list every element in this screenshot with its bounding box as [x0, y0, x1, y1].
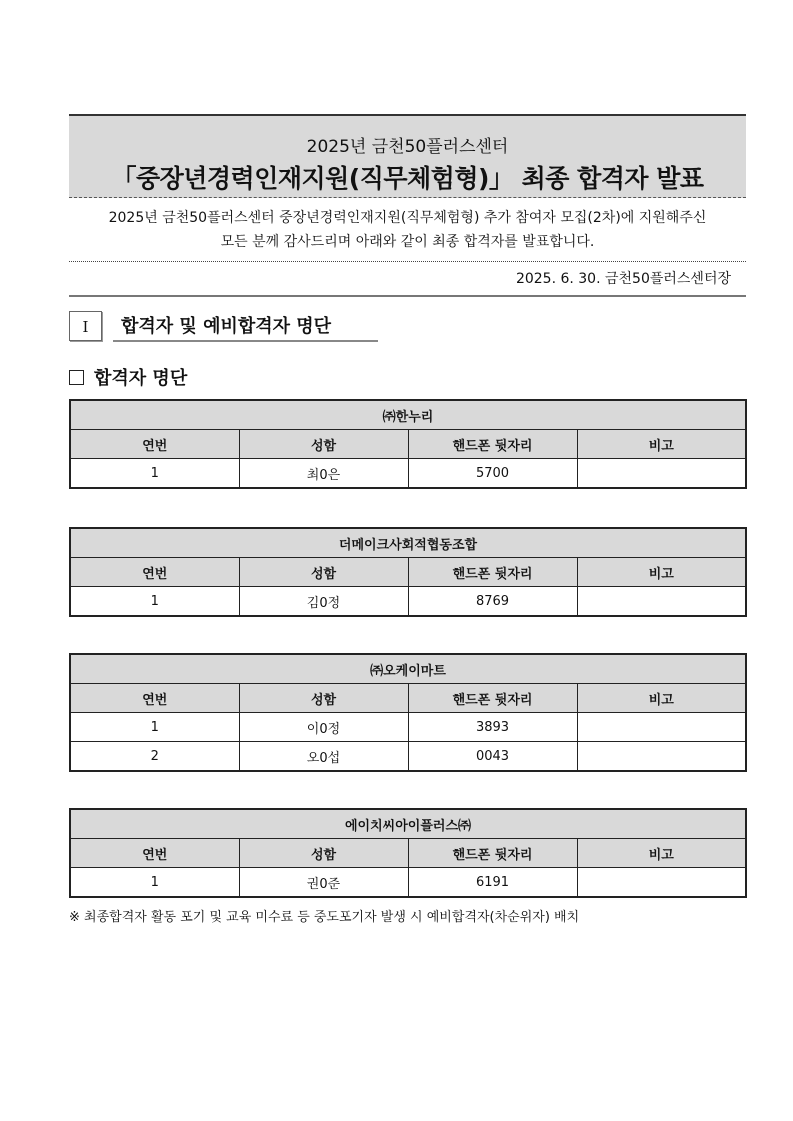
date-signature: 2025. 6. 30. 금천50플러스센터장	[515, 271, 731, 287]
header-no: 연번	[70, 558, 239, 587]
header-phone: 핸드폰 뒷자리	[408, 430, 577, 459]
section-title: 합격자 및 예비합격자 명단	[113, 312, 378, 342]
intro-text	[69, 206, 746, 254]
dotted-divider	[69, 261, 746, 262]
subsection-title	[69, 364, 187, 390]
company-name: 에이치씨아이플러스㈜	[70, 809, 746, 839]
header-phone: 핸드폰 뒷자리	[408, 839, 577, 868]
header-name: 성함	[239, 839, 408, 868]
title-line1: 2025년 금천50플러스센터	[306, 137, 509, 157]
group-table	[69, 653, 747, 772]
group-table	[69, 399, 747, 489]
header-note: 비고	[577, 684, 746, 713]
header-name: 성함	[239, 430, 408, 459]
table-row: 1 이0정 3893	[70, 713, 746, 742]
table-row: 1 김0정 8769	[70, 587, 746, 617]
table-row: 1 권0준 6191	[70, 868, 746, 898]
subsection-title-text: 합격자 명단	[94, 368, 188, 389]
table-row: 2 오0섭 0043	[70, 742, 746, 772]
group-table	[69, 527, 747, 617]
footnote: ※ 최종합격자 활동 포기 및 교육 미수료 등 중도포기자 발생 시 예비합격자(차순위자) 배치	[69, 910, 580, 925]
header-name: 성함	[239, 558, 408, 587]
header-no: 연번	[70, 430, 239, 459]
table-row: 1 최0은 5700	[70, 459, 746, 489]
square-bullet-icon	[69, 370, 84, 385]
header-phone: 핸드폰 뒷자리	[408, 558, 577, 587]
header-no: 연번	[70, 684, 239, 713]
section-number: Ⅰ	[69, 311, 102, 341]
title-box	[69, 114, 746, 198]
divider	[69, 295, 746, 297]
header-name: 성함	[239, 684, 408, 713]
intro-line1: 2025년 금천50플러스센터 중장년경력인재지원(직무체험형) 추가 참여자 모집(2차)에 지원해주신	[108, 210, 707, 226]
header-phone: 핸드폰 뒷자리	[408, 684, 577, 713]
header-note: 비고	[577, 430, 746, 459]
header-note: 비고	[577, 839, 746, 868]
company-name: ㈜오케이마트	[70, 654, 746, 684]
company-name: 더메이크사회적협동조합	[70, 528, 746, 558]
group-table	[69, 808, 747, 898]
company-name: ㈜한누리	[70, 400, 746, 430]
intro-line2: 모든 분께 감사드리며 아래와 같이 최종 합격자를 발표합니다.	[220, 234, 595, 250]
page-title: 「중장년경력인재지원(직무체험형)」 최종 합격자 발표	[111, 164, 704, 193]
header-no: 연번	[70, 839, 239, 868]
header-note: 비고	[577, 558, 746, 587]
